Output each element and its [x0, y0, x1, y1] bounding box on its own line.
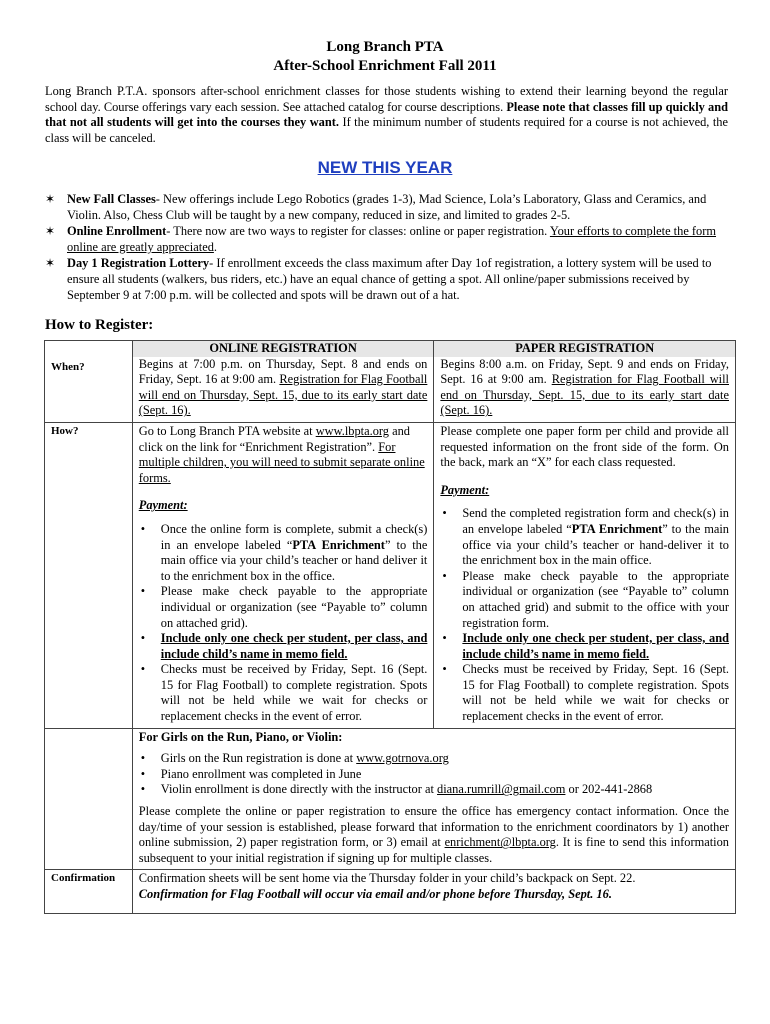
feature-item-online-enrollment	[45, 224, 728, 255]
when-online-underline: Registration for Flag Football will end on Thursday, Sept. 15, due to its early start date (Sept. 16).	[138, 372, 428, 418]
special-note	[139, 804, 729, 866]
special-heading: For Girls on the Run, Piano, or Violin:	[138, 729, 343, 744]
list-item	[139, 631, 428, 662]
item-post: ” to the main office via your child’s teacher or hand deliver it to the enrichment box in the office.	[160, 537, 428, 583]
how-online-underline: For multiple children, you will need to submit separate online forms.	[138, 439, 425, 485]
bullet-dot-icon: •	[442, 631, 447, 646]
cell-how-online	[132, 422, 434, 728]
intro-tail: If the minimum number of students required for a course is not achieved, the class will be canceled.	[45, 115, 728, 145]
how-online-pre: Go to Long Branch PTA website at	[138, 423, 313, 438]
feature-lead: Day 1 Registration Lottery	[67, 256, 210, 271]
online-payment-heading: Payment:	[138, 498, 188, 513]
how-label: How?	[51, 424, 79, 437]
item-bold: Include only one check per student, per class, and include child’s name in memo field.	[160, 631, 428, 661]
table-row-special	[45, 728, 736, 870]
instructor-email-link[interactable]: diana.rumrill@gmail.com	[437, 782, 566, 797]
feature-tail: .	[213, 239, 217, 254]
bullet-dot-icon: •	[140, 662, 146, 677]
paper-payment-heading: Payment:	[440, 482, 490, 497]
list-item	[440, 662, 729, 724]
list-item	[139, 751, 729, 767]
cell-when-paper	[434, 341, 736, 423]
bullet-dot-icon: •	[140, 751, 146, 766]
confirmation-text: Confirmation sheets will be sent home via the Thursday folder in your child’s backpack on Sept. 22.	[138, 871, 636, 886]
item-bold: PTA Enrichment	[292, 537, 385, 552]
when-paper-underline: Registration for Flag Football will end on Thursday, Sept. 15, due to its early start date (Sept. 16).	[440, 372, 729, 418]
row-label-when	[45, 341, 133, 423]
list-item	[139, 782, 729, 798]
when-paper-text: Begins 8:00 a.m. on Friday, Sept. 9 and ends on Friday, Sept. 16 at 9:00 am.	[440, 356, 729, 387]
enrichment-email-link[interactable]: enrichment@lbpta.org	[444, 835, 556, 850]
list-item	[440, 569, 729, 631]
table-row-how	[45, 422, 736, 728]
special-note-tail: . It is fine to send this information subsequent to your initial registration if signing up for multiple classes.	[138, 835, 729, 865]
feature-text: - New offerings include Lego Robotics (grades 1-3), Mad Science, Lola’s Laboratory, Glass and Ceramics, and Violin. Also, Chess Club will be taught by a new company, reduced in size, and limited to grades 2-5.	[67, 192, 707, 222]
item-text: Please make check payable to the appropriate individual or organization (see “Payable to” column on attached grid) and submit to the office with your registration form.	[462, 568, 729, 630]
list-item	[139, 522, 428, 584]
bullet-dot-icon: •	[140, 782, 146, 797]
bullet-dot-icon: •	[442, 506, 447, 521]
title-line-2: After-School Enrichment Fall 2011	[273, 58, 497, 74]
item-text: Girls on the Run registration is done at	[160, 751, 354, 766]
bullet-dot-icon: •	[140, 584, 146, 599]
new-this-year-heading: NEW THIS YEAR	[317, 158, 453, 177]
bullet-dot-icon: •	[442, 662, 447, 677]
asterisk-bullet-icon: ✶	[45, 192, 56, 206]
item-text: Piano enrollment was completed in June	[160, 766, 362, 781]
paper-registration-header: PAPER REGISTRATION	[434, 341, 735, 357]
how-online-post: and click on the link for “Enrichment Registration”.	[138, 423, 410, 454]
when-label: When?	[51, 361, 85, 373]
when-online-text: Begins at 7:00 p.m. on Thursday, Sept. 8 and ends on Friday, Sept. 16 at 9:00 am.	[138, 356, 428, 387]
item-bold: PTA Enrichment	[571, 521, 663, 536]
feature-item-new-classes	[45, 192, 728, 223]
new-features-list	[45, 192, 728, 304]
online-registration-header: ONLINE REGISTRATION	[133, 341, 434, 357]
item-text: Please make check payable to the appropriate individual or organization (see “Payable to” column on attached grid).	[160, 584, 428, 630]
bullet-dot-icon: •	[140, 766, 146, 781]
item-text: Checks must be received by Friday, Sept. 16 (Sept. 15 for Flag Football) to complete registration. Spots will not be held while we wait for checks or replacement checks in the event of error.	[462, 662, 729, 724]
cell-when-online	[132, 341, 434, 423]
item-text: Once the online form is complete, submit a check(s) in an envelope labeled “	[160, 521, 428, 552]
asterisk-bullet-icon: ✶	[45, 224, 56, 239]
item-text: Checks must be received by Friday, Sept. 16 (Sept. 15 for Flag Football) to complete registration. Spots will not be held while we wait for checks or replacement checks in the event of error.	[160, 662, 428, 724]
table-row-when	[45, 341, 736, 423]
feature-lead: New Fall Classes	[67, 192, 156, 206]
gotrnova-link[interactable]: www.gotrnova.org	[356, 751, 449, 766]
lbpta-website-link[interactable]: www.lbpta.org	[315, 423, 389, 438]
intro-text: Long Branch P.T.A. sponsors after-school enrichment classes for those students wishing to extend their learning beyond the regular school day. Course offerings vary each session. See attached catalog for course descriptions.	[45, 84, 728, 114]
row-label-how	[45, 422, 133, 728]
confirmation-flag-football: Confirmation for Flag Football will occur via email and/or phone before Thursday, Sept. 16.	[138, 887, 612, 901]
bullet-dot-icon: •	[140, 521, 146, 536]
intro-bold-note: Please note that classes fill up quickly and that not all students will get into the courses they want.	[45, 99, 728, 130]
feature-underline: Your efforts to complete the form online are greatly appreciated	[67, 224, 717, 254]
row-label-confirmation	[45, 870, 133, 913]
feature-item-lottery	[45, 256, 728, 303]
item-text: Send the completed registration form and check(s) in an envelope labeled “	[462, 506, 729, 536]
feature-text: - There now are two ways to register for classes: online or paper registration.	[166, 224, 548, 239]
bullet-dot-icon: •	[442, 568, 447, 583]
intro-paragraph	[45, 84, 728, 146]
item-bold: Include only one check per student, per class, and include child’s name in memo field.	[462, 631, 729, 661]
list-item	[139, 662, 428, 724]
registration-table	[44, 340, 736, 914]
how-paper-text: Please complete one paper form per child and provide all requested information on the front side of the form. On the back, mark an “X” for each class requested.	[440, 423, 729, 470]
list-item	[440, 506, 729, 568]
feature-lead: Online Enrollment	[67, 224, 167, 239]
special-note-text: Please complete the online or paper registration to ensure the office has emergency contact information. Once the day/time of your session is established, please forward that information to the enrichment coordinators by 1) another online submission, 2) paper registration form, or 3) email at	[138, 804, 729, 850]
asterisk-bullet-icon: ✶	[45, 256, 56, 271]
table-row-confirmation	[45, 870, 736, 913]
how-to-register-heading: How to Register:	[45, 317, 154, 333]
item-post: ” to the main office via your child’s teacher or hand-deliver it to the enrichment box in the main office.	[462, 521, 730, 568]
confirmation-label: Confirmation	[51, 872, 116, 885]
list-item	[139, 584, 428, 631]
item-text: Violin enrollment is done directly with the instructor at	[160, 782, 434, 797]
list-item	[139, 767, 729, 783]
feature-text: - If enrollment exceeds the class maximum after Day 1of registration, a lottery system will be used to ensure all students (walkers, bus riders, etc.) have an equal chance of getting a spot. All online/paper submissions received by September 9 at 7:00 p.m. will be collected and spots will be drawn out of a hat.	[67, 256, 712, 302]
cell-how-paper	[434, 422, 736, 728]
cell-special-programs	[132, 728, 735, 870]
title-line-1: Long Branch PTA	[326, 39, 444, 55]
cell-confirmation	[132, 870, 735, 913]
list-item	[440, 631, 729, 662]
item-post: or 202-441-2868	[568, 782, 653, 797]
bullet-dot-icon: •	[140, 631, 146, 646]
